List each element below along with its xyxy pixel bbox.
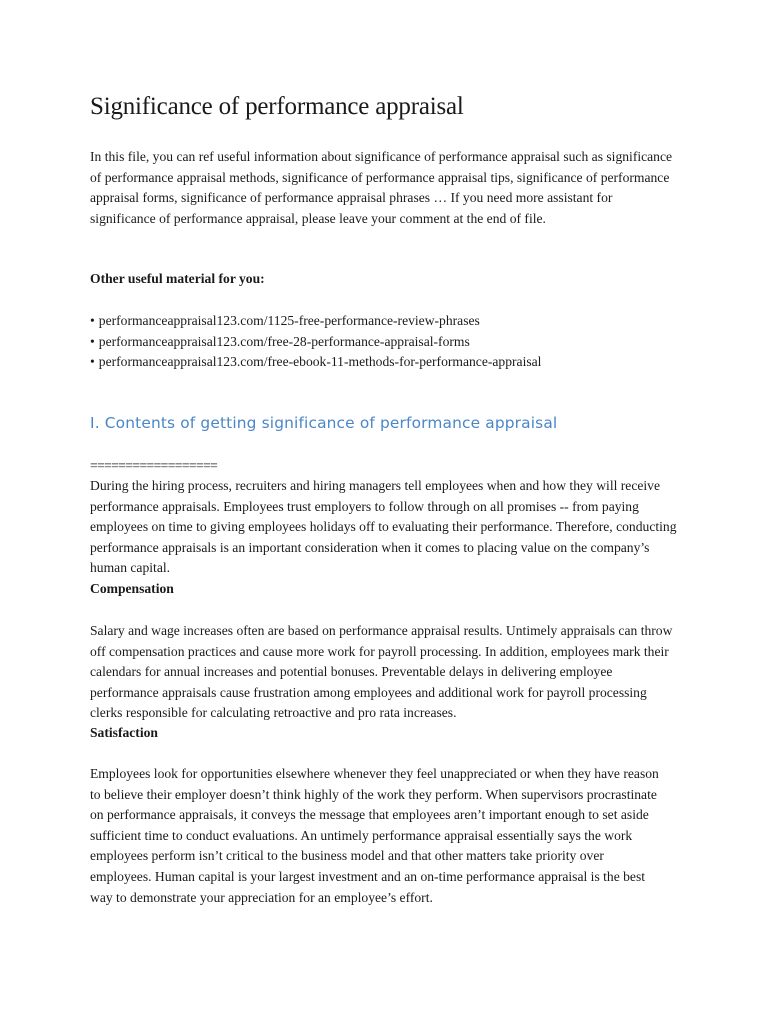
list-item[interactable] (90, 332, 541, 353)
document-title: Significance of performance appraisal (90, 93, 464, 120)
section-heading: I. Contents of getting significance of performance appraisal (90, 414, 558, 432)
list-item[interactable] (90, 311, 541, 332)
hiring-paragraph: During the hiring process, recruiters and hiring managers tell employees when and how they will receive performance appraisals. Employees trust employers to follow through on all promises -- from paying employees on time to giving employees holidays off to evaluating their performance. Therefore, conducting performance appraisals is an important consideration when it comes to placing value on the company’s human capital. (90, 478, 677, 576)
list-item[interactable] (90, 352, 541, 373)
link-text[interactable]: performanceappraisal123.com/1125-free-performance-review-phrases (98, 313, 480, 328)
useful-material-heading: Other useful material for you: (90, 271, 265, 286)
link-text[interactable]: performanceappraisal123.com/free-28-performance-appraisal-forms (98, 333, 470, 349)
link-text[interactable]: performanceappraisal123.com/free-ebook-11-methods-for-performance-appraisal (98, 354, 542, 370)
satisfaction-heading: Satisfaction (90, 725, 158, 740)
divider-line: ================== (90, 458, 218, 473)
compensation-heading: Compensation (90, 581, 174, 596)
satisfaction-paragraph: Employees look for opportunities elsewhere whenever they feel unappreciated or when they have reason to believe their employer doesn’t think highly of the work they perform. When supervisors procrastinate on performance appraisals, it conveys the message that employees aren’t important enough to set aside sufficient time to conduct evaluations. An untimely performance appraisal essentially says the work employees perform isn’t critical to the business model and that other matters take priority over employees. Human capital is your largest investment and an on-time performance appraisal is the best way to demonstrate your appreciation for an employee’s effort. (90, 766, 659, 905)
useful-links-list (90, 311, 541, 373)
compensation-paragraph: Salary and wage increases often are based on performance appraisal results. Untimely appraisals can throw off compensation practices and cause more work for payroll processing. In addition, employees mark their calendars for annual increases and potential bonuses. Preventable delays in delivering employee performance appraisals cause frustration among employees and additional work for payroll processing clerks responsible for calculating retroactive and pro rata increases. (90, 623, 673, 721)
intro-paragraph: In this file, you can ref useful information about significance of performance appraisal such as significance of performance appraisal methods, significance of performance appraisal tips, significance of performance appraisal forms, significance of performance appraisal phrases … If you need more assistant for significance of performance appraisal, please leave your comment at the end of file. (90, 149, 673, 226)
